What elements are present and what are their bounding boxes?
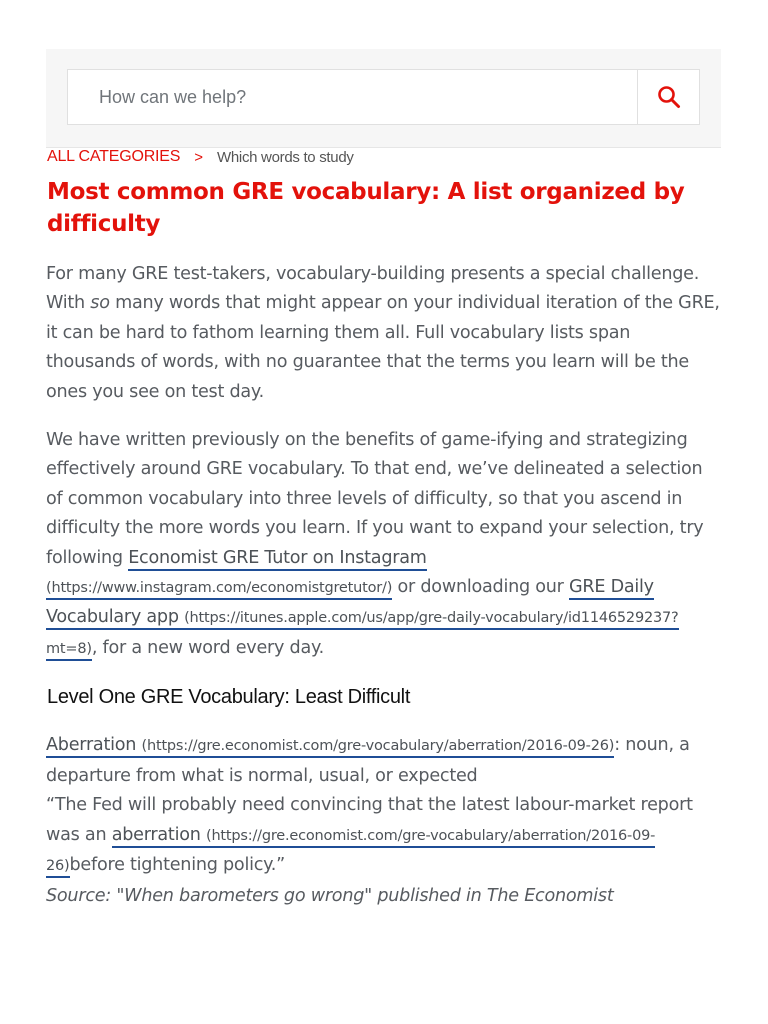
search-button[interactable] <box>637 69 700 125</box>
resources-middle-text: or downloading our <box>392 577 569 598</box>
resources-end-text: , for a new word every day. <box>91 637 324 658</box>
instagram-link-url: (https://www.instagram.com/economistgretutor/) <box>46 580 393 597</box>
instagram-link-text: Economist GRE Tutor on Instagram <box>128 547 427 568</box>
level-one-heading: Level One GRE Vocabulary: Least Difficult <box>47 686 411 708</box>
quote-aberration-word: aberration <box>111 824 201 845</box>
vocabulary-entry <box>46 731 722 912</box>
intro-emphasis: so <box>90 293 110 314</box>
breadcrumb-current: Which words to study <box>217 148 354 166</box>
intro-text-start: For many GRE test-takers, vocabulary-building presents a special challenge. With <box>46 264 700 314</box>
quote-aberration-url: (https://gre.economist.com/gre-vocabulary/aberration/2016-09-26) <box>46 827 656 875</box>
resources-text: We have written previously on the benefits of game-ifying and strategizing effectively around GRE vocabulary. To that end, we’ve delineated a selection of common vocabulary into three levels of difficulty, so that you ascend in difficulty the more words you learn. If you want to expand your selection, try following <box>46 430 704 568</box>
breadcrumb-all-categories-link[interactable]: ALL CATEGORIES <box>47 148 181 165</box>
quote-text-end: before tightening policy.” <box>69 855 285 876</box>
intro-text-end: many words that might appear on your individual iteration of the GRE, it can be hard to fathom learning them all. Full vocabulary lists span thousands of words, with no guarantee that the terms you learn will be the ones you see on test day. <box>46 293 720 402</box>
aberration-url: (https://gre.economist.com/gre-vocabulary/aberration/2016-09-26) <box>141 738 615 754</box>
quote-source: Source: "When barometers go wrong" published in The Economist <box>46 885 614 906</box>
search-icon <box>657 85 681 109</box>
aberration-definition: : noun, a departure from what is normal, usual, or expected <box>46 735 690 786</box>
search-bar <box>46 49 721 148</box>
quote-text-start: “The Fed will probably need convincing that the latest labour-market report was an <box>46 795 693 845</box>
aberration-link[interactable] <box>46 735 614 758</box>
vocabulary-app-link-text: GRE Daily Vocabulary app <box>46 577 654 628</box>
breadcrumb-separator: > <box>194 148 204 166</box>
vocabulary-app-link-url: (https://itunes.apple.com/us/app/gre-daily-vocabulary/id1146529237?mt=8) <box>46 610 679 657</box>
breadcrumb <box>47 146 354 168</box>
search-box <box>67 69 637 125</box>
search-input[interactable] <box>68 70 637 124</box>
aberration-word: Aberration <box>46 735 137 755</box>
page-title: Most common GRE vocabulary: A list organized by difficulty <box>47 179 685 237</box>
resources-paragraph <box>46 426 722 664</box>
intro-paragraph <box>46 260 722 407</box>
